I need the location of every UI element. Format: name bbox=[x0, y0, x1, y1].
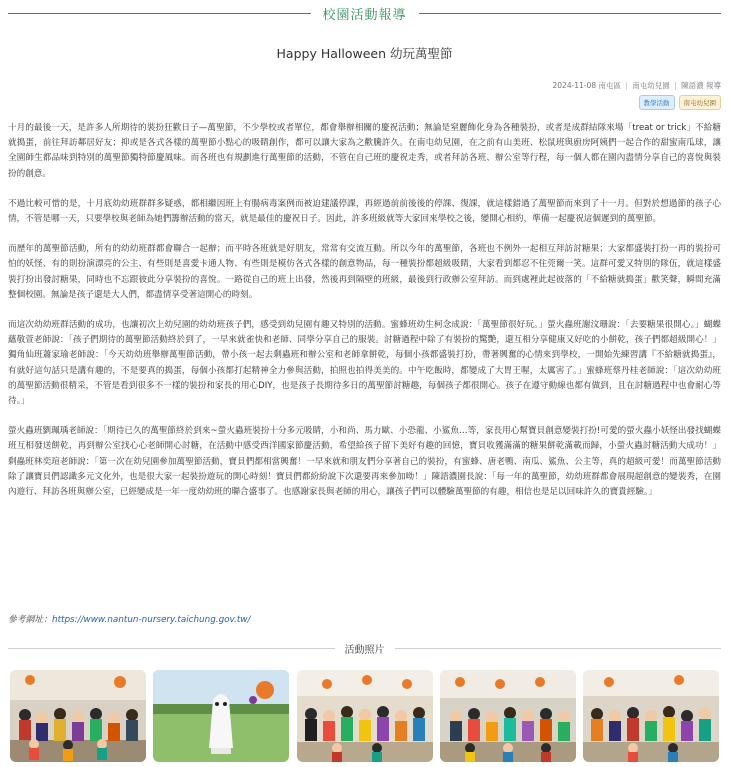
paragraph-3: 而歷年的萬聖節活動，所有的幼幼班群都會聯合一起辦；而平時各班就是好朋友，常常有交流互動。所以今年的萬聖節，各班也不例外一起相互拜訪討糖果；大家都盛裝打扮一再的裝扮可怕的妖怪、有的則扮演漂亮的公主、有些則是喜愛卡通人物、有些則是模仿各式各樣的創意物品，每一種裝扮都超級吸睛，大家看到都忍不住莞爾一笑。這群可愛又特別的隊伍，就這樣盛裝打扮出發討糖果，同時也不忘跟彼此分享裝扮的喜悅。一路從自己的班上出發，然後再到隔壁的班級，最後到行政辦公室拜訪。而到處裡此起彼落的「不給糖就搗蛋」歡笑聲，瞬間充滿整個校園。無論是孩子還是大人們，都盡情享受著這開心的時刻。 bbox=[8, 244, 721, 300]
paragraph-1: 十月的最後一天，是許多人所期待的裝扮狂歡日子—萬聖節，不少學校或者單位，都會舉辦相關的慶祝活動；無論是窒麗飾化身為各種裝扮，或者是成群結隊來場「treat or trick」不給糖就搗蛋，前往拜訪鄰居好友；抑或是各式各樣的萬聖節小點心的吸睛創作，都可以讓大家為之歡騰許久。在南屯幼兒園，在之前有山美班、松鼠班與廚房阿姨們一起合作的甜蜜南瓜球，讓全園師生都品味到特別的萬聖節獨特節慶風味。而各班也有規劃進行萬聖節的活動，不管在自己班的慶祝走秀，或者拜訪各班、辦公室等行程，每一個人都在園內盡情分享自己的喜悅與裝扮的創意。 bbox=[8, 123, 721, 179]
article-school: 南屯幼兒園 bbox=[632, 81, 670, 90]
tag-school[interactable]: 南屯幼兒園 bbox=[679, 95, 722, 110]
article-district: 南屯區 bbox=[598, 81, 621, 90]
article-date: 2024-11-08 bbox=[552, 81, 597, 90]
header-line-left bbox=[8, 13, 311, 14]
article-body bbox=[8, 121, 721, 515]
tag-teaching-activity[interactable]: 教學活動 bbox=[639, 95, 675, 110]
photo-gallery bbox=[10, 670, 719, 762]
paragraph-5: 螢火蟲班劉珮瑀老師說：「期待已久的萬聖節終於到來~螢火蟲班裝扮十分多元吸睛，小和尚、馬力歐、小恐龍、小鯊魚…等，家長用心幫寶貝創意變裝打扮!可愛的螢火蟲小妖怪出發找蝴蝶班互相發送餅乾，再到辦公室找心心老師開心討糖，在活動中感受西洋國家節慶活動，希望給孩子留下美好有趣的回憶，寶貝收獲滿滿的糖果餅乾滿載而歸，小螢火蟲討糖活動大成功！」剩蟲班林奕瑄老師說：「第一次在幼兒園參加萬聖節活動，寶貝們都相當興奮！一早來就和朋友們分享著自己的裝扮，有蜜蜂、唐老鴨、南瓜、鯊魚、公主等，真的超級可愛！而萬聖節活動除了讓寶貝們認識多元文化外，也是很大家一起裝扮遊玩的開心時刻！寶貝們都紛紛說下次還要再來參加呦！」陳語濃園長說：「每一年的萬聖節，幼幼班群都會展現超創意的變裝秀，在園內遊行、拜訪各班與辦公室，已經變成是一年一度幼幼班的聯合盛事了。也感謝家長與老師的用心，讓孩子們可以體驗萬聖節的有趣，相信也是足以回味許久的寶貴經驗。」 bbox=[8, 426, 721, 498]
reference-label: 參考網址： bbox=[8, 615, 52, 625]
header-line-right bbox=[419, 13, 722, 14]
section-title: 校園活動報導 bbox=[322, 7, 407, 23]
reference-link[interactable]: https://www.nantun-nursery.taichung.gov.tw/ bbox=[52, 615, 251, 625]
tag-list bbox=[639, 95, 722, 110]
section-header bbox=[8, 4, 721, 22]
photo-thumbnail-2[interactable] bbox=[153, 670, 289, 762]
reference-line bbox=[8, 612, 250, 625]
photos-title: 活動照片 bbox=[344, 644, 385, 656]
photo-thumbnail-4[interactable] bbox=[440, 670, 576, 762]
photos-header bbox=[8, 640, 721, 656]
paragraph-2: 不過比較可惜的是，十月底幼幼班群群多疑惑，都相繼因班上有腸病毒案例而被迫建議停課，再經過前前後後的停課、復課，就這樣錯過了萬聖節而來到了十一月。但對於想過節的孩子心情，不管是哪一天，只要學校與老師為她們籌辦活動的當天，就是最佳的慶祝日子。因此，許多班級就等大家回來學校之後，變開心相約，準備一起慶祝這個遲到的萬聖節。 bbox=[8, 198, 721, 225]
article-author: 陳語濃 報導 bbox=[681, 81, 721, 90]
photo-thumbnail-5[interactable] bbox=[583, 670, 719, 762]
article-title: Happy Halloween 幼玩萬聖節 bbox=[276, 46, 453, 61]
photo-thumbnail-3[interactable] bbox=[297, 670, 433, 762]
article-meta: 2024-11-08 南屯區 | 南屯幼兒園 | 陳語濃 報導 bbox=[552, 81, 721, 90]
paragraph-4: 而這次幼幼班群活動的成功，也讓初次上幼兒園的幼幼班孩子們，感受到幼兒園有趣又特別的活動。蜜蜂班幼生柯念成說：「萬聖節很好玩。」螢火蟲班謝汶珊說：「去要糖果很開心。」蝴蝶蘊敬萱老師說：「孩子們期待的萬聖節活動終於到了，一早來就雀快和老師、同學分享自己的服裝。討糖過程中除了有裝扮的驚艷，還互相分享健康又好吃的小餅乾，孩子們都超級開心！」獨角仙班蕭家瑜老師說：「今天幼幼班舉辦萬聖節活動，帶小孩一起去剩蟲班和辦公室和老師拿餅乾，每個小孩都盛裝打扮，帶著興奮的心情來到學校，一開始先練習講『不給糖就搗蛋』，有就好這句話只是講有趣的，不是要真的搗蛋，每個小孩都打起精神全力參與活動，拍照也拍得美美的。中午吃飯時，都變成了大胃王喔，太厲害了。」蜜蜂班蔡丹桂老師說：「這次幼幼班的萬聖節活動很精采，不管是看到很多不一樣的裝扮和家長的用心DIY，也是孩子長期待多日的萬聖節討糖趣，每個孩子都很開心。孩子在遵守動線也都有做到，且在討糖過程中也會耐心等待。」 bbox=[8, 320, 721, 407]
photo-thumbnail-1[interactable] bbox=[10, 670, 146, 762]
